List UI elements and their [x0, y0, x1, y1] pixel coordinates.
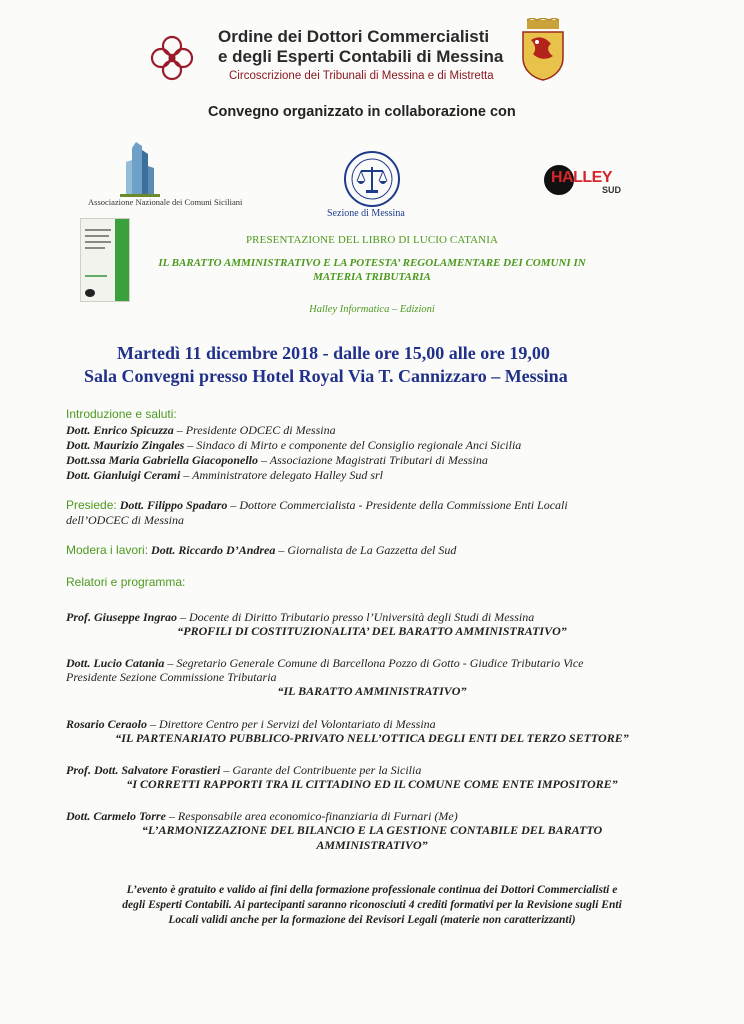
intro-item — [66, 467, 383, 483]
talk-title: “PROFILI DI COSTITUZIONALITA’ DEL BARATTO AMMINISTRATIVO” — [177, 624, 567, 638]
speaker-name: Dott. Maurizio Zingales — [66, 438, 185, 452]
footer-note-line2: degli Esperti Contabili. Ai partecipanti saranno riconosciuti 4 crediti formativi per la Revisione sugli Enti — [122, 899, 622, 911]
magistrati-tributari-seal-icon — [343, 150, 401, 208]
talk-title: “IL PARTENARIATO PUBBLICO-PRIVATO NELL’OTTICA DEGLI ENTI DEL TERZO SETTORE” — [115, 731, 629, 745]
intro-heading: Introduzione e saluti: — [66, 407, 177, 421]
chair-role: – Dottore Commercialista - Presidente della Commissione Enti Locali — [227, 498, 568, 512]
speaker-role: – Responsabile area economico-finanziaria di Furnari (Me) — [165, 809, 458, 823]
chair-role-cont: dell’ODCEC di Messina — [66, 513, 184, 527]
speaker-name: Dott. Lucio Catania — [66, 656, 165, 670]
anci-label: Associazione Nazionale dei Comuni Siciliani — [88, 197, 243, 207]
anci-skyscraper-logo-icon — [118, 140, 162, 198]
speaker-name: Prof. Giuseppe Ingrao — [66, 610, 178, 624]
intro-item — [66, 437, 521, 453]
speaker-line — [66, 762, 421, 778]
speaker-line — [66, 808, 458, 824]
speaker-line — [66, 716, 436, 732]
event-datetime: Martedì 11 dicembre 2018 - dalle ore 15,00 alle ore 19,00 — [117, 343, 550, 363]
speaker-role: – Presidente ODCEC di Messina — [173, 423, 336, 437]
moderator-heading: Modera i lavori: — [66, 543, 149, 557]
talk-title: “I CORRETTI RAPPORTI TRA IL CITTADINO ED IL COMUNE COME ENTE IMPOSITORE” — [126, 777, 618, 791]
book-publisher: Halley Informatica – Edizioni — [309, 304, 435, 315]
speaker-role: – Segretario Generale Comune di Barcellona Pozzo di Gotto - Giudice Tributario Vice — [164, 656, 584, 670]
chair-heading: Presiede: — [66, 498, 117, 512]
program-heading: Relatori e programma: — [66, 575, 186, 589]
moderator-role: – Giornalista de La Gazzetta del Sud — [275, 543, 457, 557]
speaker-role: – Associazione Magistrati Tributari di Messina — [258, 453, 488, 467]
event-venue: Sala Convegni presso Hotel Royal Via T. Cannizzaro – Messina — [84, 366, 568, 386]
chair-name: Dott. Filippo Spadaro — [119, 498, 228, 512]
footer-note-line1: L’evento è gratuito e valido ai fini della formazione professionale continua dei Dottori Commercialisti e — [126, 884, 618, 896]
speaker-role: – Amministratore delegato Halley Sud srl — [180, 468, 384, 482]
intro-item — [66, 452, 488, 468]
book-title-line2: MATERIA TRIBUTARIA — [313, 271, 431, 283]
org-name-line1: Ordine dei Dottori Commercialisti — [218, 27, 490, 46]
footer-note-line3: Locali validi anche per la formazione dei Revisori Legali (materie non caratterizzanti) — [168, 914, 576, 926]
speaker-role: – Direttore Centro per i Servizi del Volontariato di Messina — [147, 717, 436, 731]
moderator-name: Dott. Riccardo D’Andrea — [151, 543, 276, 557]
moderator-line — [66, 542, 456, 558]
speaker-role: – Garante del Contribuente per la Sicilia — [220, 763, 422, 777]
chair-line — [66, 497, 568, 513]
collaboration-heading: Convegno organizzato in collaborazione con — [208, 104, 516, 120]
intro-item — [66, 422, 336, 438]
talk-title: “IL BARATTO AMMINISTRATIVO” — [277, 684, 467, 698]
speaker-line — [66, 609, 534, 625]
speaker-name: Dott. Enrico Spicuzza — [66, 423, 174, 437]
speaker-name: Dott. Gianluigi Cerami — [66, 468, 181, 482]
org-district: Circoscrizione dei Tribunali di Messina e di Mistretta — [229, 70, 494, 82]
org-name-line2: e degli Esperti Contabili di Messina — [218, 47, 504, 66]
talk-title-cont: AMMINISTRATIVO” — [316, 838, 428, 852]
halley-sud-text: SUD — [602, 185, 622, 195]
messina-coat-of-arms-icon — [517, 18, 569, 82]
magistrati-section-label: Sezione di Messina — [327, 208, 405, 219]
talk-title: “L’ARMONIZZAZIONE DEL BILANCIO E LA GESTIONE CONTABILE DEL BARATTO — [141, 823, 603, 837]
halley-sud-logo — [544, 165, 624, 197]
speaker-name: Dott.ssa Maria Gabriella Giacoponello — [66, 453, 259, 467]
book-presentation: PRESENTAZIONE DEL LIBRO DI LUCIO CATANIA — [245, 234, 499, 246]
speaker-role-cont: Presidente Sezione Commissione Tributaria — [66, 670, 277, 684]
speaker-name: Rosario Ceraolo — [66, 717, 148, 731]
halley-brand-text: HALLEY — [551, 169, 612, 186]
speaker-name: Prof. Dott. Salvatore Forastieri — [66, 763, 221, 777]
book-title-line1: IL BARATTO AMMINISTRATIVO E LA POTESTA’ REGOLAMENTARE DEI COMUNI IN — [158, 257, 586, 269]
speaker-name: Dott. Carmelo Torre — [66, 809, 166, 823]
speaker-role: – Sindaco di Mirto e componente del Consiglio regionale Anci Sicilia — [184, 438, 522, 452]
speaker-role: – Docente di Diritto Tributario presso l’Università degli Studi di Messina — [177, 610, 535, 624]
odcec-logo-icon — [144, 30, 200, 86]
